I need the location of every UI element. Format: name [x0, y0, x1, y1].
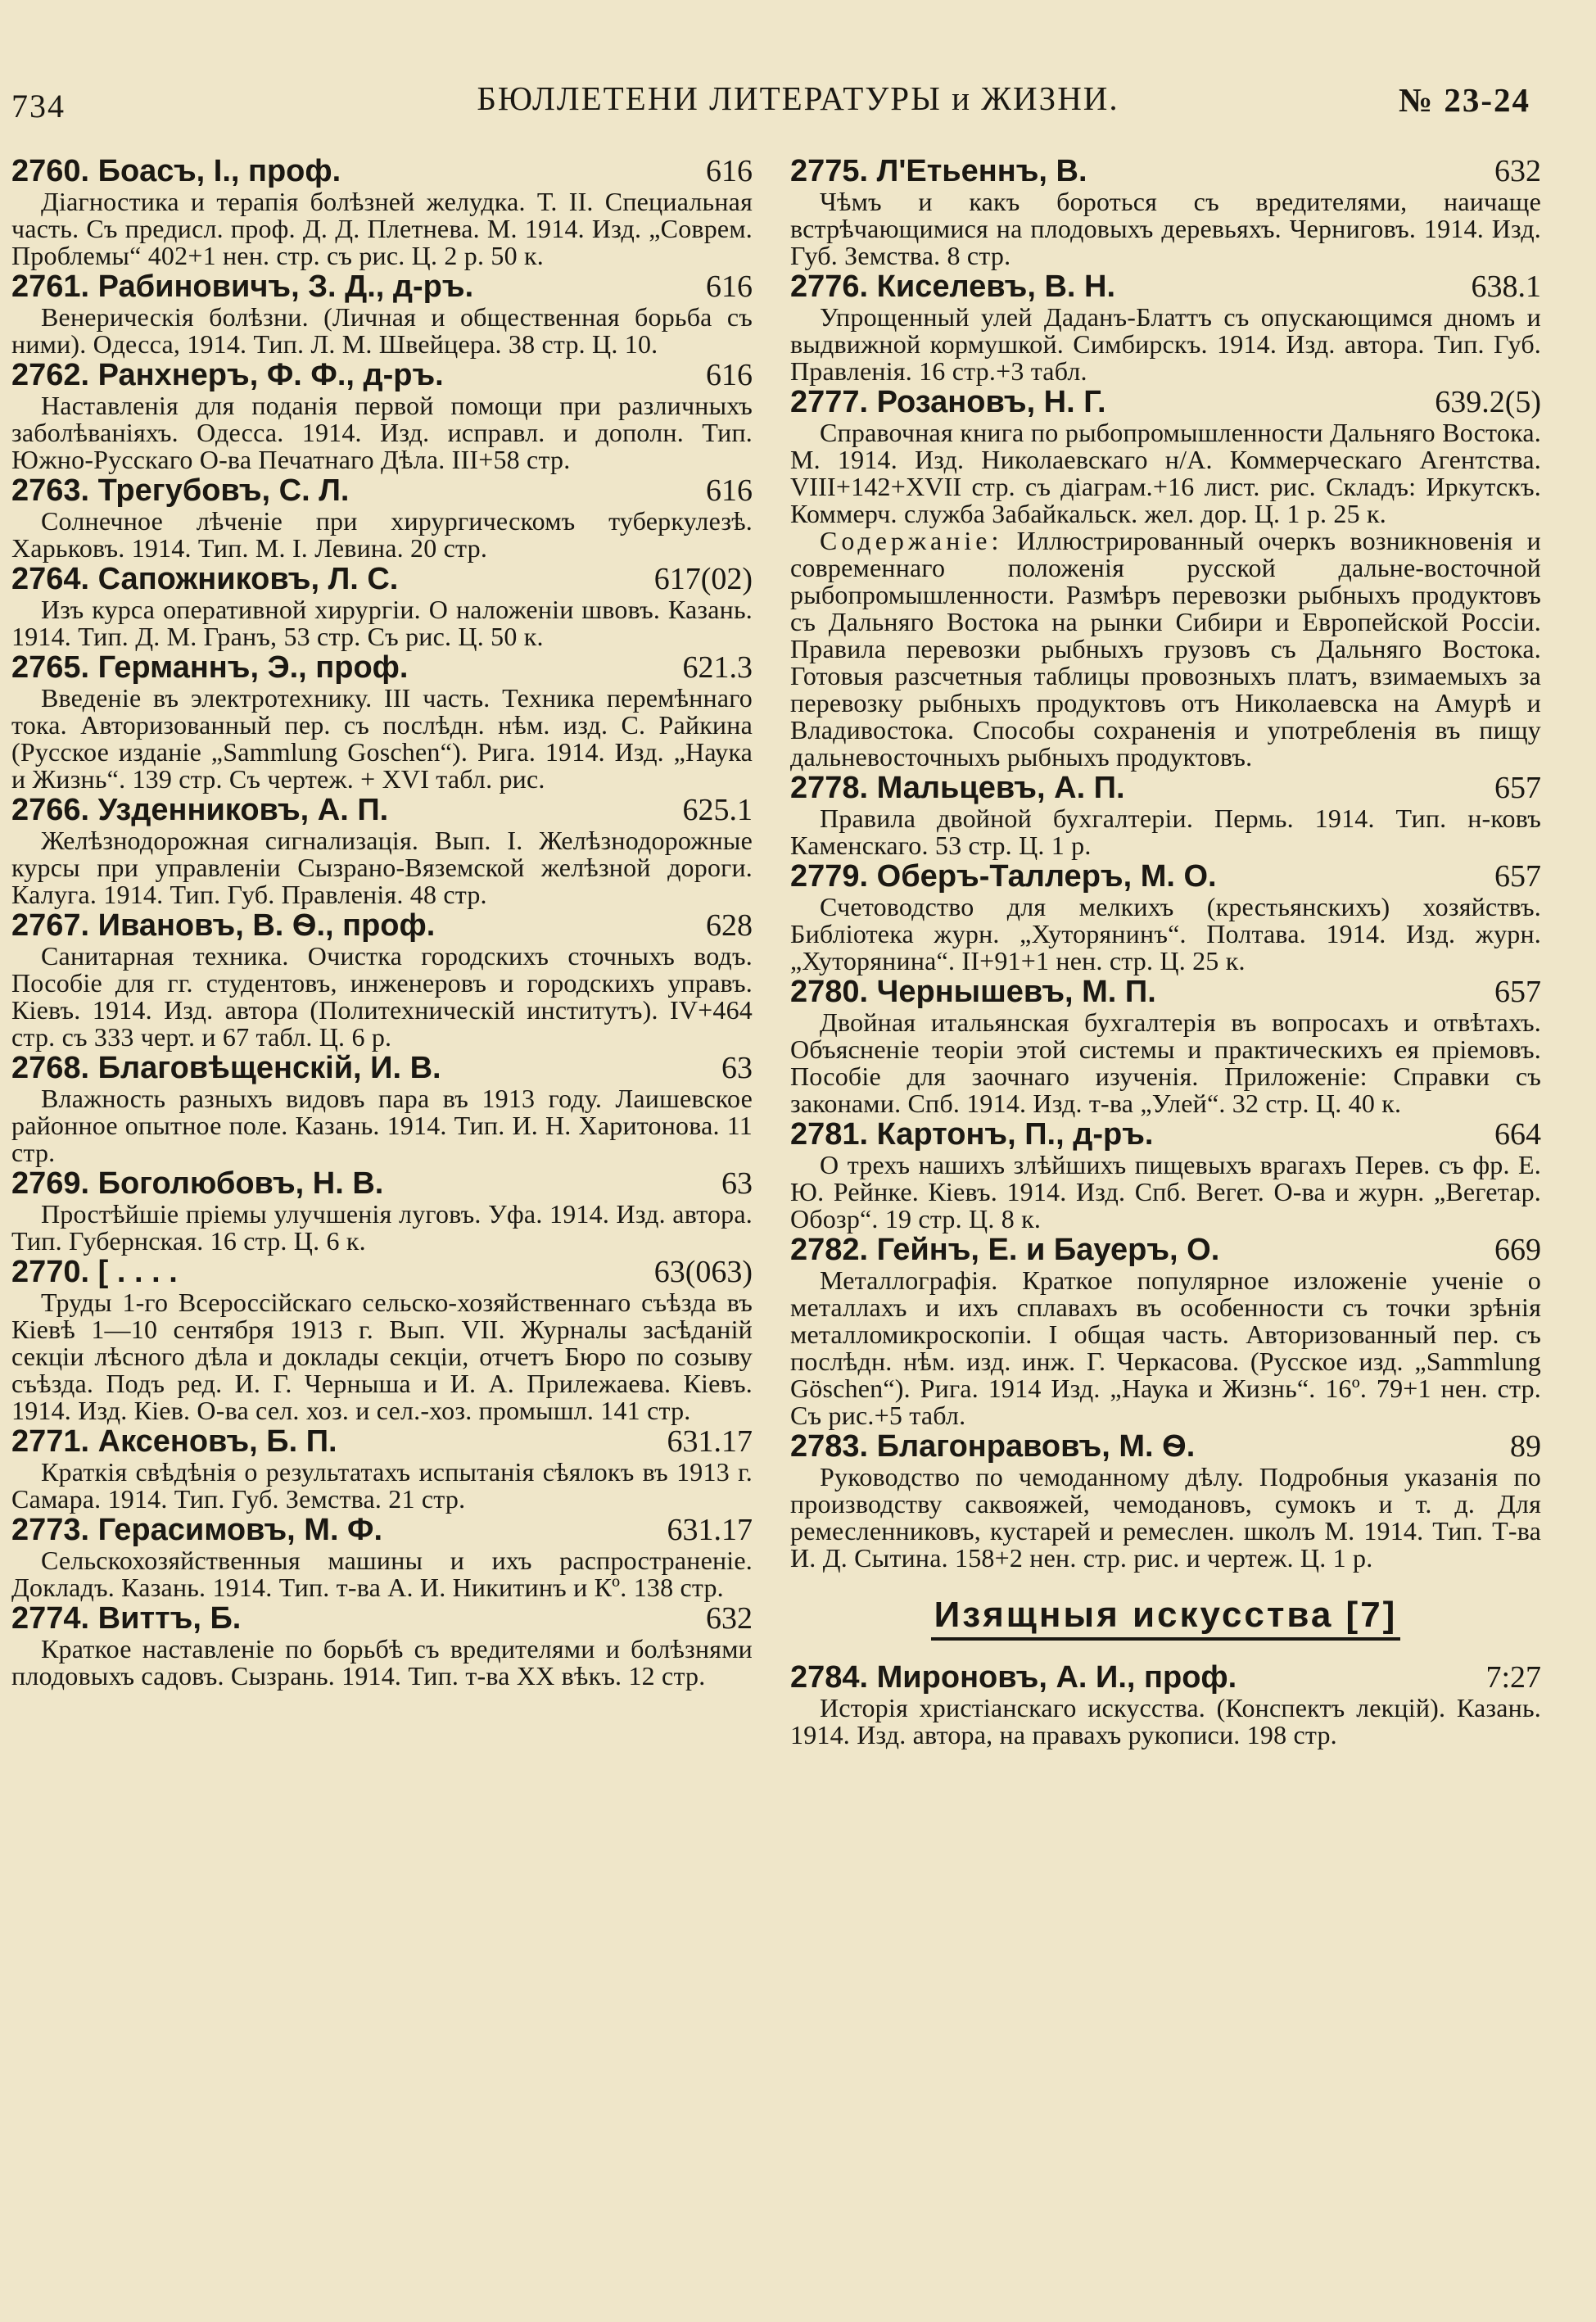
entry-heading: 2776. Киселевъ, В. Н.: [790, 269, 1116, 304]
entry-heading: 2782. Гейнъ, Е. и Бауеръ, О.: [790, 1233, 1220, 1267]
section-heading: [790, 1595, 1541, 1641]
entry-description: Введеніе въ электротехнику. III часть. Техника перемѣннаго тока. Авторизованный пер. съ послѣдн. нѣм. изд. С. Райкина (Русское изданіе „Sammlung Goschen“). Рига. 1914. Изд. „Наука и Жизнь“. 139 стр. Съ чертеж. + XVI табл. рис.: [11, 683, 753, 794]
classification: 63: [721, 1051, 753, 1085]
entry-heading: 2764. Сапожниковъ, Л. С.: [11, 562, 399, 596]
entry-heading: 2761. Рабиновичъ, З. Д., д-ръ.: [11, 269, 474, 304]
entry-heading: 2771. Аксеновъ, Б. П.: [11, 1424, 337, 1459]
entry-2773: [11, 1513, 753, 1601]
entry-heading: 2775. Л'Етьеннъ, В.: [790, 154, 1087, 188]
entry-description: Упрощенный улей Даданъ-Блаттъ съ опускающимся дномъ и выдвижной кормушкой. Симбирскъ. 1914. Изд. автора. Тип. Губ. Правленія. 16 стр.+3 табл.: [790, 302, 1541, 386]
classification: 617(02): [653, 562, 753, 596]
entry-heading: 2763. Трегубовъ, С. Л.: [11, 473, 350, 508]
entry-2762: [11, 358, 753, 473]
entry-description: Влажность разныхъ видовъ пара въ 1913 году. Лаишевское районное опытное поле. Казань. 1914. Тип. И. Н. Харитонова. 11 стр.: [11, 1084, 753, 1167]
entry-2784: [790, 1660, 1541, 1749]
classification: 638.1: [1471, 269, 1541, 304]
contents-label: Содержаніе:: [820, 526, 1003, 555]
entry-heading: 2762. Ранхнеръ, Ф. Ф., д-ръ.: [11, 358, 444, 392]
entry-description: О трехъ нашихъ злѣйшихъ пищевыхъ врагахъ Перев. съ фр. Е. Ю. Рейнке. Кіевъ. 1914. Изд. Спб. Вегет. О-ва и журн. „Вегетар. Обозр“. 19 стр. Ц. 8 к.: [790, 1150, 1541, 1233]
entry-description: Правила двойной бухгалтеріи. Пермь. 1914. Тип. н-ковъ Каменскаго. 53 стр. Ц. 1 р.: [790, 803, 1541, 860]
classification: 657: [1494, 975, 1541, 1009]
entry-heading: 2768. Благовѣщенскій, И. В.: [11, 1051, 441, 1085]
entry-description: Двойная итальянская бухгалтерія въ вопросахъ и отвѣтахъ. Объясненіе теоріи этой системы и практическихъ ея пріемовъ. Пособіе для заочнаго изученія. Приложеніе: Справки съ законами. Спб. 1914. Изд. т-ва „Улей“. 32 стр. Ц. 40 к.: [790, 1007, 1541, 1118]
entry-description: Металлографія. Краткое популярное изложеніе ученіе о металлахъ и ихъ сплавахъ въ особенности съ точки зрѣнія металломикроскопіи. I общая часть. Авторизованный пер. съ послѣдн. нѣм. изд. инж. Г. Черкасова. (Русское изд. „Sammlung Göschen“). Рига. 1914 Изд. „Наука и Жизнь“. 16º. 79+1 нен. стр. Съ рис.+5 табл.: [790, 1265, 1541, 1430]
contents-note: [790, 527, 1541, 771]
entry-2774: [11, 1601, 753, 1690]
section-title: Изящныя искусства [7]: [931, 1595, 1401, 1641]
classification: 616: [706, 358, 753, 392]
entry-heading: 2774. Виттъ, Б.: [11, 1601, 242, 1636]
entry-description: Простѣйшіе пріемы улучшенія луговъ. Уфа. 1914. Изд. автора. Тип. Губернская. 16 стр. Ц. 6 к.: [11, 1199, 753, 1256]
entry-2767: [11, 908, 753, 1051]
entry-description: Справочная книга по рыбопромышленности Дальняго Востока. М. 1914. Изд. Николаевскаго н/А. Коммерческаго Агентства. VIII+142+XVII стр. съ діаграм.+16 лист. рис. Складъ: Иркутскъ. Коммерч. служба Забайкальск. жел. дор. Ц. 1 р. 25 к.: [790, 418, 1541, 528]
entry-heading: 2781. Картонъ, П., д-ръ.: [790, 1117, 1154, 1152]
entry-2764: [11, 562, 753, 650]
classification: 63(063): [653, 1255, 753, 1289]
entry-description: Наставленія для поданія первой помощи при различныхъ заболѣваніяхъ. Одесса. 1914. Изд. исправл. и дополн. Тип. Южно-Русскаго О-ва Печатнаго Дѣла. III+58 стр.: [11, 391, 753, 474]
classification: 616: [706, 154, 753, 188]
entry-description: Сельскохозяйственныя машины и ихъ распространеніе. Докладъ. Казань. 1914. Тип. т-ва А. И. Никитинъ и Кº. 138 стр.: [11, 1546, 753, 1602]
classification: 628: [706, 908, 753, 943]
classification: 664: [1494, 1117, 1541, 1152]
entry-2760: [11, 154, 753, 269]
entry-2761: [11, 269, 753, 358]
classification: 625.1: [682, 793, 753, 827]
entry-2769: [11, 1166, 753, 1255]
entry-description: Изъ курса оперативной хирургіи. О наложеніи швовъ. Казань. 1914. Тип. Д. М. Гранъ, 53 стр. Съ рис. Ц. 50 к.: [11, 595, 753, 651]
entry-description: Санитарная техника. Очистка городскихъ сточныхъ водъ. Пособіе для гг. студентовъ, инженеровъ и городскихъ управъ. Кіевъ. 1914. Изд. автора (Политехническій институтъ). IV+464 стр. съ 333 черт. и 67 табл. Ц. 6 р.: [11, 941, 753, 1052]
entry-heading: 2777. Розановъ, Н. Г.: [790, 385, 1106, 419]
entry-2779: [790, 859, 1541, 975]
entry-heading: 2767. Ивановъ, В. Ѳ., проф.: [11, 908, 436, 943]
classification: 632: [706, 1601, 753, 1636]
classification: 657: [1494, 771, 1541, 805]
entry-heading: 2779. Оберъ-Таллеръ, М. О.: [790, 859, 1217, 894]
entry-2770: [11, 1255, 753, 1424]
entry-heading: 2766. Узденниковъ, А. П.: [11, 793, 389, 827]
entry-heading: 2770. [ . . . .: [11, 1255, 178, 1289]
entry-2771: [11, 1424, 753, 1513]
entry-2778: [790, 771, 1541, 859]
entry-2782: [790, 1233, 1541, 1429]
entry-description: Счетоводство для мелкихъ (крестьянскихъ) хозяйствъ. Библіотека журн. „Хуторянинъ“. Полтава. 1914. Изд. журн. „Хуторянина“. II+91+1 нен. стр. Ц. 25 к.: [790, 892, 1541, 975]
entry-description: Труды 1-го Всероссійскаго сельско-хозяйственнаго съѣзда въ Кіевѣ 1—10 сентября 1913 г. Вып. VII. Журналы засѣданій секціи лѣсного дѣла и доклады секціи, отчетъ Бюро по созыву съѣзда. Подъ ред. И. Г. Черныша и И. А. Прилежаева. Кіевъ. 1914. Изд. Кіев. О-ва сел. хоз. и сел.-хоз. промышл. 141 стр.: [11, 1288, 753, 1425]
classification: 616: [706, 473, 753, 508]
classification: 7:27: [1485, 1660, 1541, 1695]
entry-description: Діагностика и терапія болѣзней желудка. Т. II. Специальная часть. Съ предисл. проф. Д. Д. Плетнева. М. 1914. Изд. „Соврем. Проблемы“ 402+1 нен. стр. съ рис. Ц. 2 р. 50 к.: [11, 187, 753, 270]
entry-heading: 2783. Благонравовъ, М. Ѳ.: [790, 1429, 1196, 1464]
classification: 621.3: [682, 650, 753, 685]
entry-heading: 2780. Чернышевъ, М. П.: [790, 975, 1156, 1009]
classification: 631.17: [667, 1424, 753, 1459]
entry-heading: 2784. Мироновъ, А. И., проф.: [790, 1660, 1237, 1695]
running-header: [0, 79, 1596, 128]
entry-2781: [790, 1117, 1541, 1233]
entry-description: Исторія христіанскаго искусства. (Конспектъ лекцій). Казань. 1914. Изд. автора, на правахъ рукописи. 198 стр.: [790, 1693, 1541, 1749]
journal-title: БЮЛЛЕТЕНИ ЛИТЕРАТУРЫ и ЖИЗНИ.: [477, 79, 1119, 117]
left-column: [11, 154, 753, 1690]
entry-heading: 2773. Герасимовъ, М. Ф.: [11, 1513, 383, 1547]
classification: 89: [1510, 1429, 1541, 1464]
classification: 63: [721, 1166, 753, 1201]
entry-description: Руководство по чемоданному дѣлу. Подробныя указанія по производству саквояжей, чемодановъ, сумокъ и т. д. Для ремесленниковъ, кустарей и ремеслен. школъ М. 1914. Тип. Т-ва И. Д. Сытина. 158+2 нен. стр. рис. и чертеж. Ц. 1 р.: [790, 1462, 1541, 1573]
classification: 631.17: [667, 1513, 753, 1547]
entry-description: Желѣзнодорожная сигнализація. Вып. I. Желѣзнодорожные курсы при управленіи Сызрано-Вяземской желѣзной дороги. Калуга. 1914. Тип. Губ. Правленія. 48 стр.: [11, 826, 753, 909]
entry-description: Венерическія болѣзни. (Личная и общественная борьба съ ними). Одесса, 1914. Тип. Л. М. Швейцера. 38 стр. Ц. 10.: [11, 302, 753, 359]
classification: 632: [1494, 154, 1541, 188]
classification: 669: [1494, 1233, 1541, 1267]
entry-2775: [790, 154, 1541, 269]
entry-description: Краткое наставленіе по борьбѣ съ вредителями и болѣзнями плодовыхъ садовъ. Сызрань. 1914. Тип. т-ва XX вѣкъ. 12 стр.: [11, 1634, 753, 1691]
right-column: [790, 154, 1541, 1749]
classification: 616: [706, 269, 753, 304]
entry-2777: [790, 385, 1541, 771]
entry-2780: [790, 975, 1541, 1117]
contents-text: Иллюстрированный очеркъ возникновенія и современнаго положенія русской дальне-восточной рыбопромышленности. Размѣръ перевозки рыбныхъ продуктовъ съ Дальняго Востока на рынки Сибири и Европейской Россіи. Правила перевозки рыбныхъ грузовъ съ Дальняго Востока. Готовыя разсчетныя таблицы провозныхъ платъ, взимаемыхъ за перевозку рыбныхъ продуктовъ отъ Николаевска на Амурѣ и Владивостока. Способы сохраненія и употребленія въ пищу дальневосточныхъ рыбныхъ продуктовъ.: [790, 526, 1541, 772]
entry-heading: 2769. Боголюбовъ, Н. В.: [11, 1166, 384, 1201]
entry-2766: [11, 793, 753, 908]
entry-description: Солнечное лѣченіе при хирургическомъ туберкулезѣ. Харьковъ. 1914. Тип. М. I. Левина. 20 стр.: [11, 506, 753, 563]
entry-2763: [11, 473, 753, 562]
page-number: 734: [11, 88, 66, 124]
entry-description: Чѣмъ и какъ бороться съ вредителями, наичаще встрѣчающимися на плодовыхъ деревьяхъ. Черниговъ. 1914. Изд. Губ. Земства. 8 стр.: [790, 187, 1541, 270]
issue-number: № 23-24: [1398, 81, 1530, 119]
classification: 657: [1494, 859, 1541, 894]
entry-heading: 2778. Мальцевъ, А. П.: [790, 771, 1125, 805]
classification: 639.2(5): [1435, 385, 1541, 419]
entry-2765: [11, 650, 753, 793]
entry-heading: 2760. Боасъ, I., проф.: [11, 154, 341, 188]
entry-heading: 2765. Германнъ, Э., проф.: [11, 650, 409, 685]
entry-description: Краткія свѣдѣнія о результатахъ испытанія сѣялокъ въ 1913 г. Самара. 1914. Тип. Губ. Земства. 21 стр.: [11, 1457, 753, 1514]
entry-2776: [790, 269, 1541, 385]
entry-2768: [11, 1051, 753, 1166]
entry-2783: [790, 1429, 1541, 1572]
